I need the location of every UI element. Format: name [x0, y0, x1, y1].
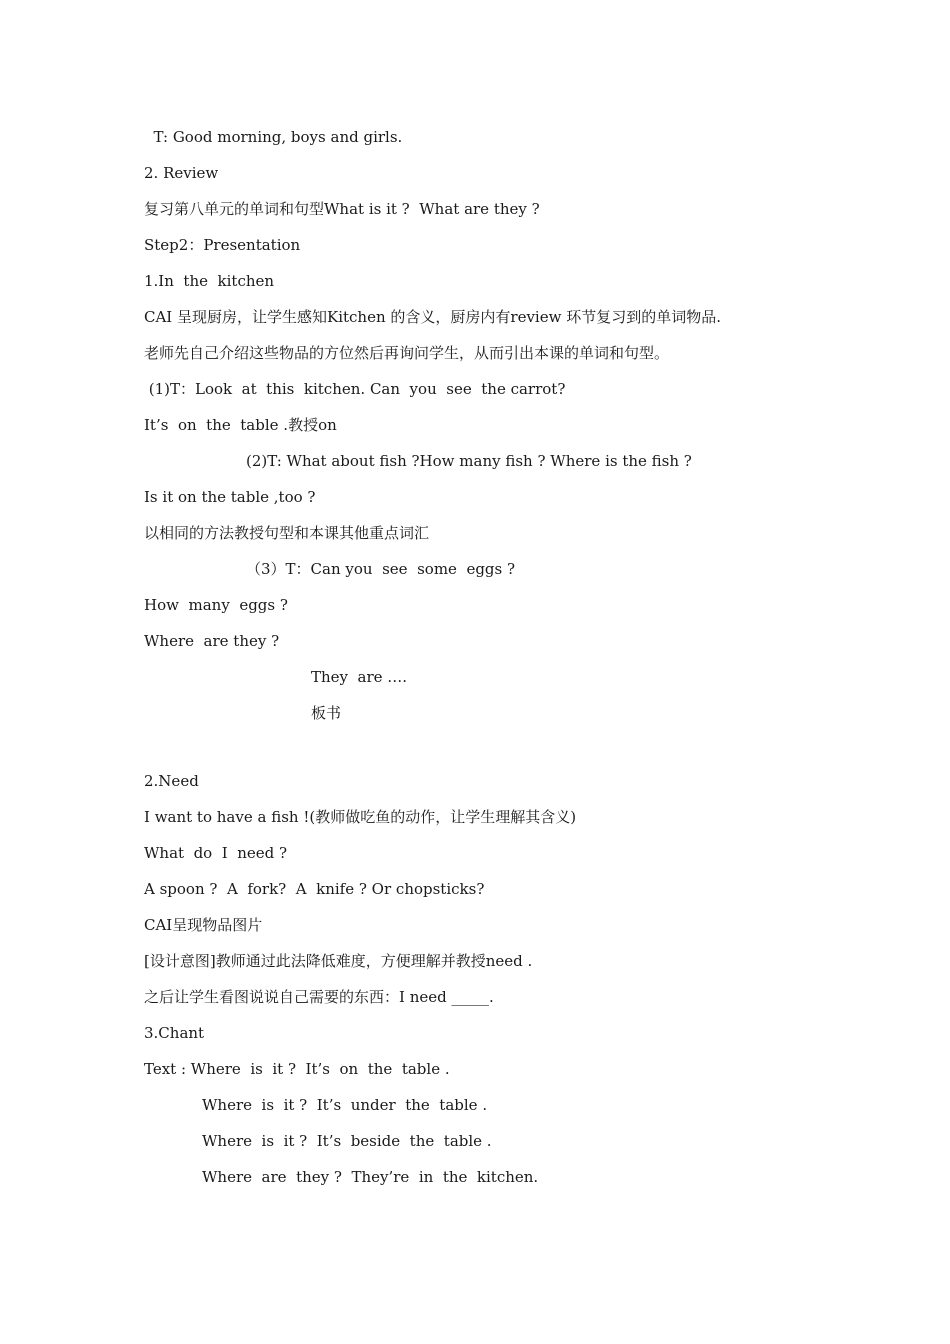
design-intent-line: [设计意图]教师通过此法降低难度，方便理解并教授need .	[144, 952, 533, 970]
dialogue-line-1: (1)T：Look at this kitchen. Can you see the carrot?	[144, 380, 566, 398]
chant-line-2: Where is it ? It’s under the table .	[202, 1096, 488, 1114]
dialogue-line-6: How many eggs ?	[144, 596, 288, 614]
dialogue-line-3: (2)T: What about fish ?How many fish ? Where is the fish ?	[246, 452, 692, 470]
review-description: 复习第八单元的单词和句型What is it ? What are they ?	[144, 200, 540, 218]
dialogue-line-2: It’s on the table .教授on	[144, 416, 337, 434]
cai-items-line: CAI呈现物品图片	[144, 916, 263, 934]
cai-kitchen-line: CAI 呈现厨房，让学生感知Kitchen 的含义，厨房内有review 环节复习到的单词物品.	[144, 308, 721, 326]
need-line-2: What do I need ?	[144, 844, 288, 862]
dialogue-line-7: Where are they ?	[144, 632, 280, 650]
need-line-3: A spoon ? A fork? A knife ? Or chopsticks?	[144, 880, 485, 898]
need-heading: 2.Need	[144, 772, 199, 790]
blackboard-label: 板书	[311, 704, 342, 722]
dialogue-line-4: Is it on the table ,too ?	[144, 488, 316, 506]
chant-heading: 3.Chant	[144, 1024, 205, 1042]
chant-line-3: Where is it ? It’s beside the table .	[202, 1132, 492, 1150]
kitchen-heading: 1.In the kitchen	[144, 272, 275, 290]
review-heading: 2. Review	[144, 164, 219, 182]
method-note-line: 以相同的方法教授句型和本课其他重点词汇	[144, 524, 430, 542]
teacher-intro-line: 老师先自己介绍这些物品的方位然后再询问学生，从而引出本课的单词和句型。	[144, 344, 670, 362]
dialogue-line-5: （3）T：Can you see some eggs ?	[246, 560, 516, 578]
chant-line-4: Where are they ? They’re in the kitchen.	[202, 1168, 539, 1186]
step2-heading: Step2：Presentation	[144, 236, 301, 254]
student-practice-line: 之后让学生看图说说自己需要的东西：I need _____.	[144, 988, 494, 1006]
need-line-1: I want to have a fish !(教师做吃鱼的动作，让学生理解其含义)	[144, 808, 577, 826]
greeting-line: T: Good morning, boys and girls.	[144, 128, 403, 146]
chant-line-1: Text : Where is it ? It’s on the table .	[144, 1060, 450, 1078]
dialogue-line-8: They are ….	[311, 668, 408, 686]
